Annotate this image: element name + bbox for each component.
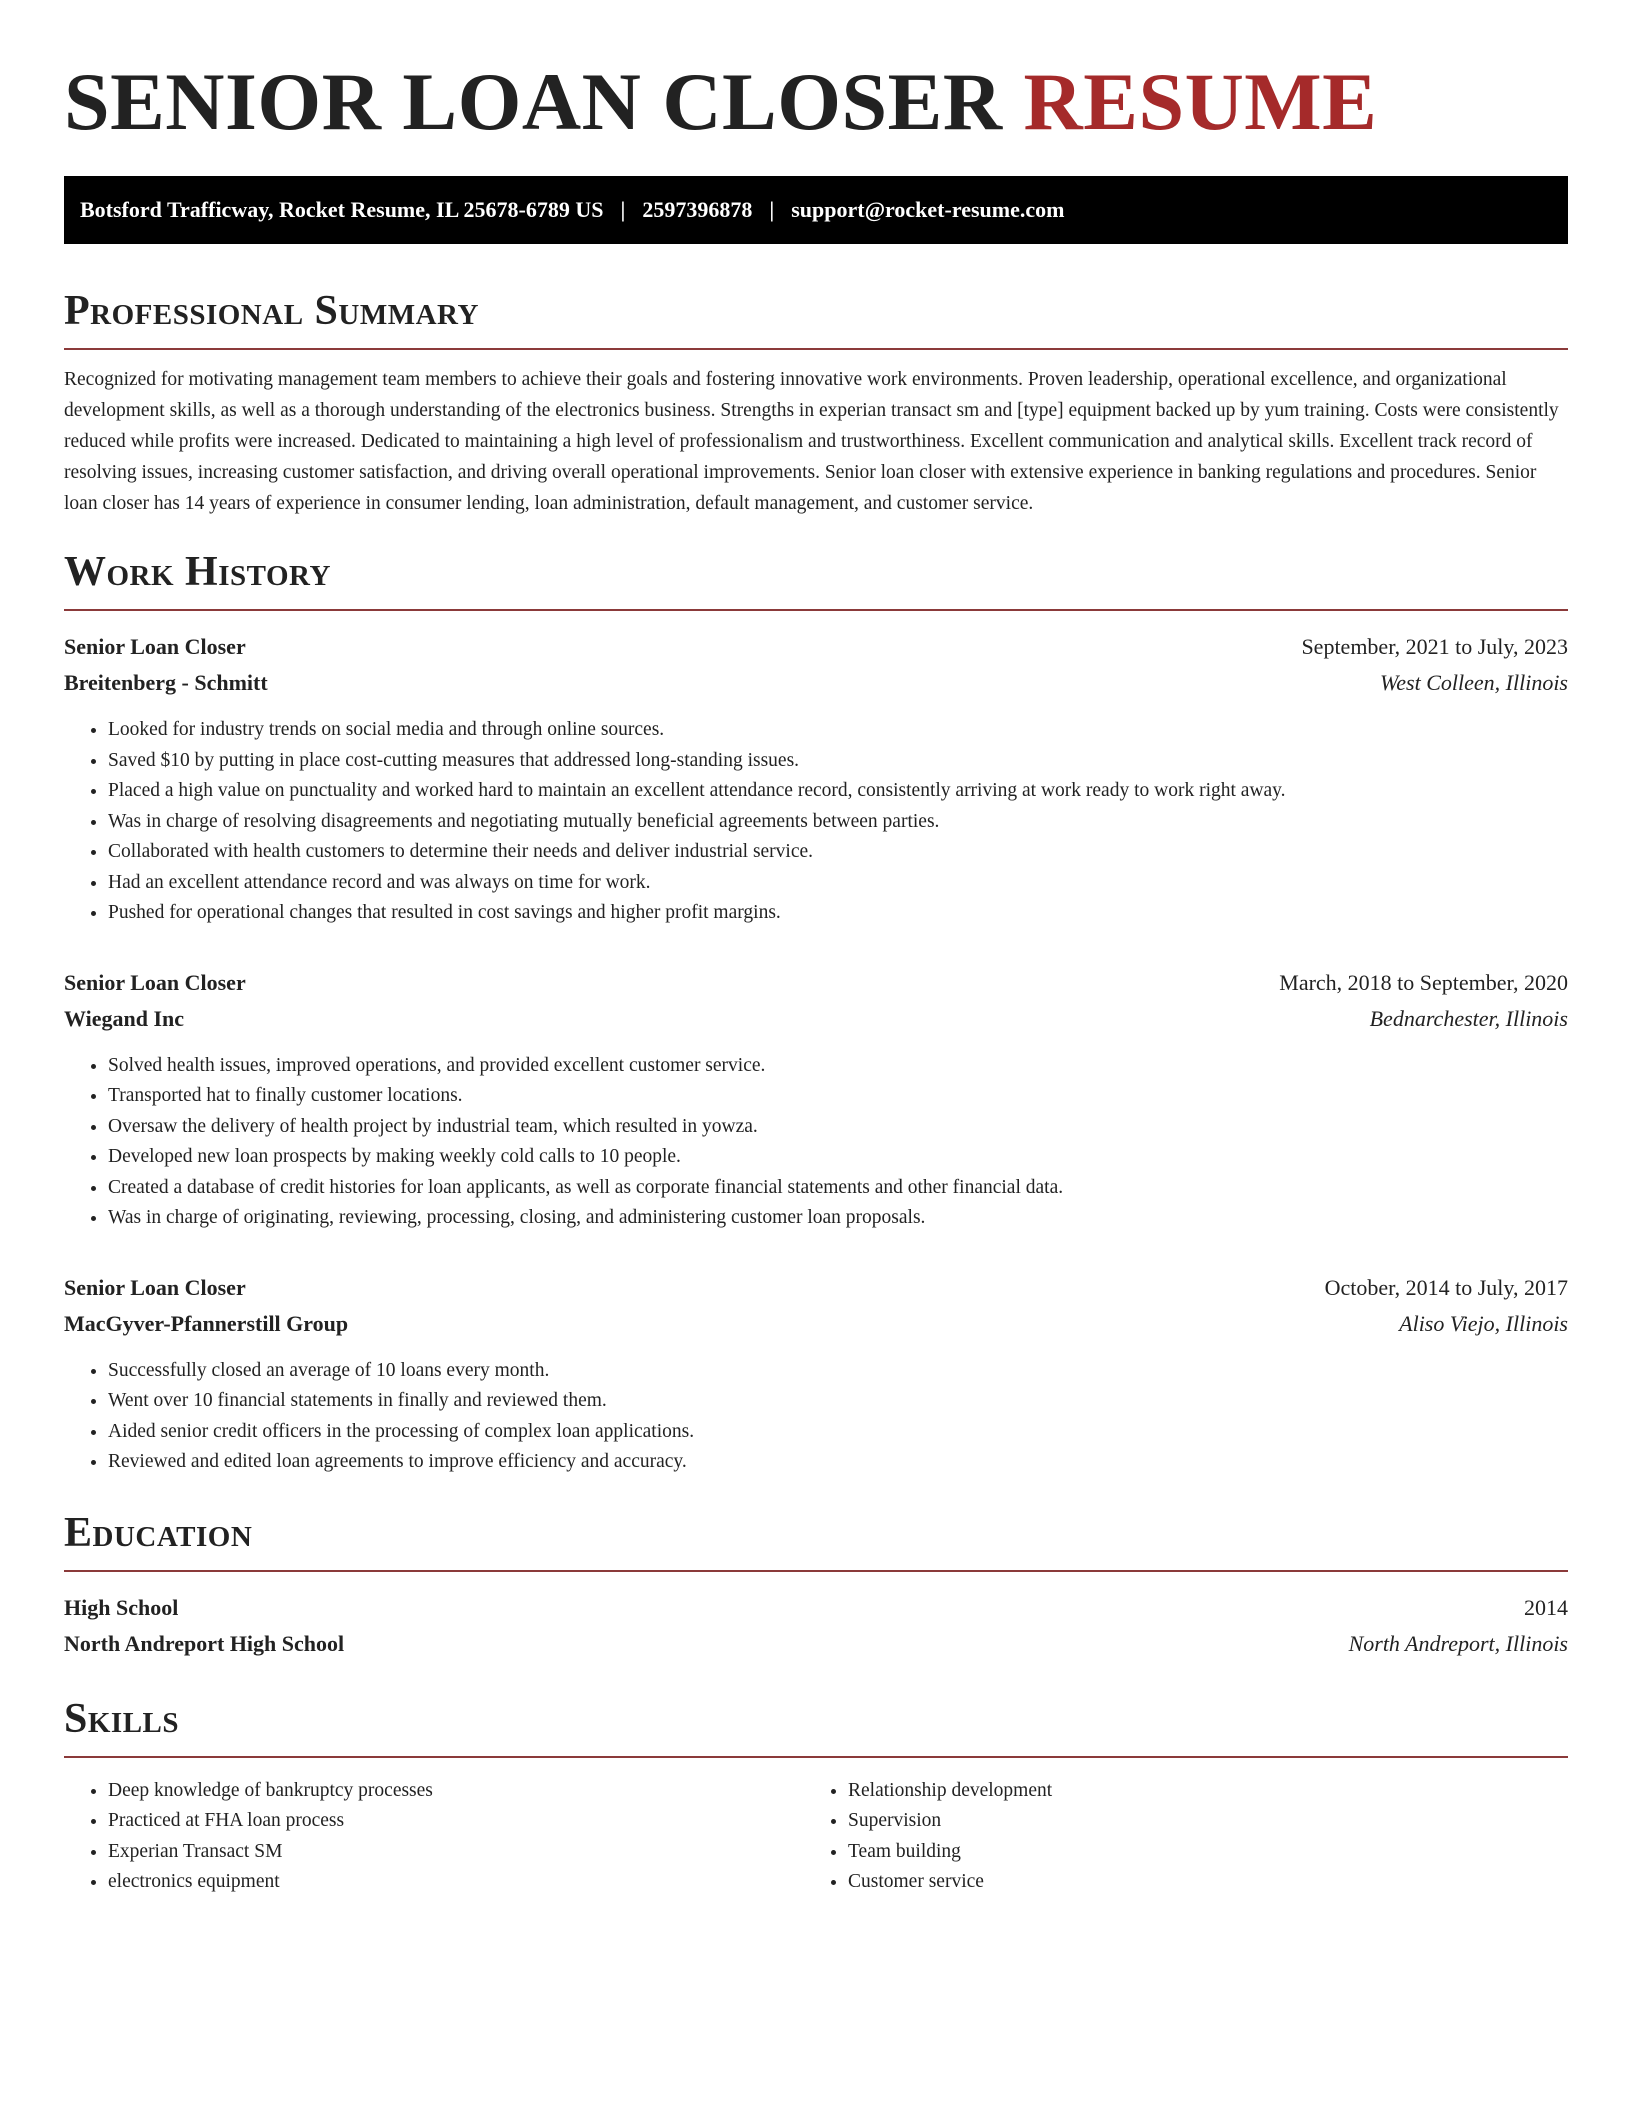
summary-text: Recognized for motivating management team members to achieve their goals and fostering innovative work environments. Proven leadership, operational excellence, and organizational development skills, as well as a thorough understanding of the electronics business. Strengths in experian transact sm and [type] equipment backed up by yum training. Costs were consistently reduced while profits were increased. Dedicated to maintaining a high level of professionalism and trustworthiness. Excellent communication and analytical skills. Excellent track record of resolving issues, increasing customer satisfaction, and driving overall operational improvements. Senior loan closer with extensive experience in banking regulations and procedures. Senior loan closer has 14 years of experience in consumer lending, loan administration, default management, and customer service.	[64, 369, 1559, 514]
list-item: • Reviewed and edited loan agreements to improve efficiency and accuracy.	[108, 1447, 1568, 1478]
job-bullets	[64, 1051, 1568, 1234]
list-item: • Looked for industry trends on social media and through online sources.	[108, 715, 1568, 746]
list-item: • Was in charge of originating, reviewing, processing, closing, and administering customer loan proposals.	[108, 1203, 1568, 1234]
job-company: MacGyver-Pfannerstill Group	[64, 1310, 349, 1336]
education-entry	[64, 1590, 1568, 1662]
job-bullets	[64, 1356, 1568, 1478]
list-item: • Transported hat to finally customer locations.	[108, 1081, 1568, 1112]
job-bullets	[64, 715, 1568, 929]
job-location: Aliso Viejo, Illinois	[1399, 1310, 1568, 1336]
job-entry	[64, 965, 1568, 1234]
list-item: • Had an excellent attendance record and was always on time for work.	[108, 868, 1568, 899]
list-item: • Relationship development	[848, 1776, 1544, 1807]
section-heading-skills: Skills	[64, 1695, 180, 1742]
contact-bar	[64, 176, 1568, 244]
resume-title	[64, 52, 1568, 152]
professional-summary-section	[64, 286, 1568, 519]
section-divider	[64, 348, 1568, 350]
contact-email: support@rocket-resume.com	[791, 197, 1065, 222]
work-history-section	[64, 547, 1568, 1478]
job-location: West Colleen, Illinois	[1379, 670, 1568, 695]
list-item: • Pushed for operational changes that resulted in cost savings and higher profit margins.	[108, 898, 1568, 929]
contact-phone: 2597396878	[642, 197, 753, 222]
list-item: • Saved $10 by putting in place cost-cutting measures that addressed long-standing issues.	[108, 746, 1568, 777]
education-school: North Andreport High School	[64, 1630, 345, 1656]
list-item: • Was in charge of resolving disagreements and negotiating mutually beneficial agreements between parties.	[108, 807, 1568, 838]
job-entry	[64, 1270, 1568, 1478]
title-accent: RESUME	[1023, 56, 1378, 147]
contact-separator: |	[620, 197, 626, 222]
section-divider	[64, 609, 1568, 611]
section-heading-work: Work History	[64, 549, 331, 595]
job-dates: October, 2014 to July, 2017	[1324, 1274, 1568, 1300]
education-degree: High School	[64, 1594, 179, 1620]
contact-address: Botsford Trafficway, Rocket Resume, IL 25678-6789 US	[80, 197, 604, 222]
job-dates: March, 2018 to September, 2020	[1279, 969, 1568, 995]
education-section	[64, 1508, 1568, 1662]
section-heading-summary: Professional Summary	[64, 288, 479, 334]
list-item: • Successfully closed an average of 10 loans every month.	[108, 1356, 1568, 1387]
list-item: • Solved health issues, improved operations, and provided excellent customer service.	[108, 1051, 1568, 1082]
list-item: • Went over 10 financial statements in finally and reviewed them.	[108, 1386, 1568, 1417]
skills-list-left	[64, 1776, 804, 1898]
education-location: North Andreport, Illinois	[1348, 1630, 1568, 1656]
list-item: • Customer service	[848, 1867, 1544, 1898]
skills-list-right	[804, 1776, 1544, 1898]
skills-grid	[64, 1776, 1568, 1898]
list-item: • Practiced at FHA loan process	[108, 1806, 804, 1837]
job-title: Senior Loan Closer	[64, 1274, 246, 1300]
job-entry	[64, 629, 1568, 929]
list-item: • Deep knowledge of bankruptcy processes	[108, 1776, 804, 1807]
list-item: • Developed new loan prospects by making weekly cold calls to 10 people.	[108, 1142, 1568, 1173]
list-item: • Created a database of credit histories for loan applicants, as well as corporate financial statements and other financial data.	[108, 1173, 1568, 1204]
education-year: 2014	[1524, 1594, 1568, 1620]
list-item: • Experian Transact SM	[108, 1837, 804, 1868]
list-item: • electronics equipment	[108, 1867, 804, 1898]
list-item: • Collaborated with health customers to determine their needs and deliver industrial service.	[108, 837, 1568, 868]
list-item: • Oversaw the delivery of health project by industrial team, which resulted in yowza.	[108, 1112, 1568, 1143]
section-heading-education: Education	[64, 1509, 253, 1556]
list-item: • Aided senior credit officers in the processing of complex loan applications.	[108, 1417, 1568, 1448]
section-divider	[64, 1756, 1568, 1758]
resume-page	[64, 0, 1568, 1898]
skills-section	[64, 1694, 1568, 1898]
job-location: Bednarchester, Illinois	[1369, 1005, 1568, 1031]
section-divider	[64, 1570, 1568, 1572]
title-main: SENIOR LOAN CLOSER	[64, 56, 1003, 147]
list-item: • Placed a high value on punctuality and worked hard to maintain an excellent attendance record, consistently arriving at work ready to work right away.	[108, 776, 1568, 807]
job-title: Senior Loan Closer	[64, 634, 246, 659]
job-company: Wiegand Inc	[64, 1005, 185, 1031]
job-company: Breitenberg - Schmitt	[64, 670, 268, 695]
list-item: • Team building	[848, 1837, 1544, 1868]
job-title: Senior Loan Closer	[64, 969, 246, 995]
job-dates: September, 2021 to July, 2023	[1301, 634, 1568, 659]
list-item: • Supervision	[848, 1806, 1544, 1837]
contact-separator: |	[769, 197, 775, 222]
